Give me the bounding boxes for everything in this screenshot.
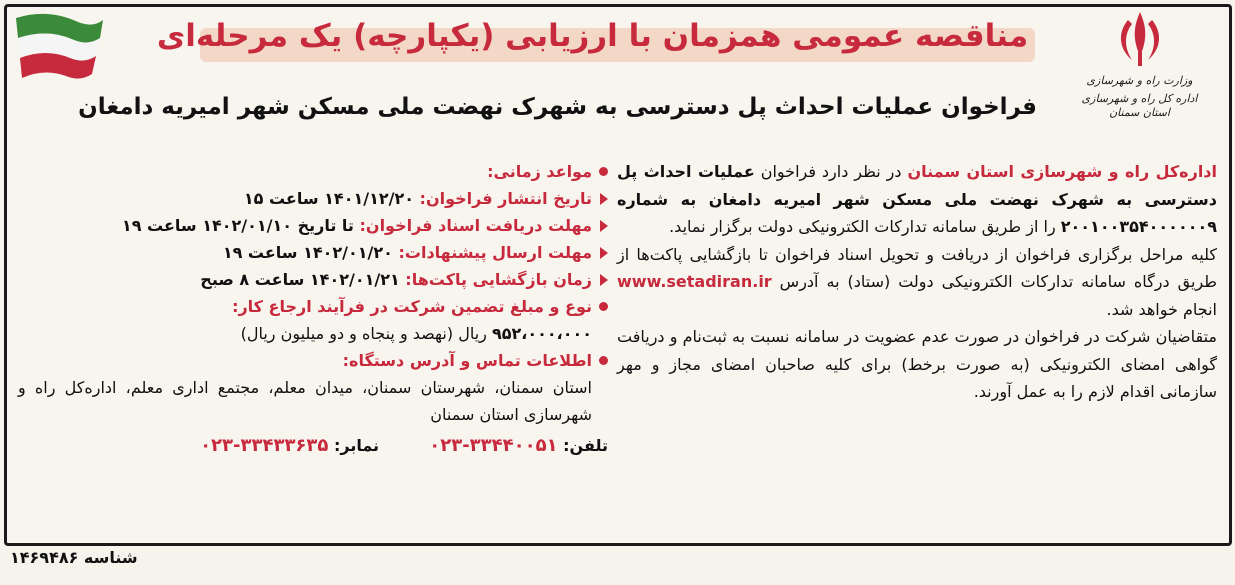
- process-end: انجام خواهد شد.: [1106, 299, 1217, 319]
- sub-title: فراخوان عملیات احداث پل دسترسی به شهرک نهضت ملی مسکن شهر امیریه دامغان: [78, 94, 1037, 120]
- intro-end: را از طریق سامانه تدارکات الکترونیکی دولت برگزار نماید.: [669, 217, 1061, 236]
- docs-deadline-value: تا تاریخ ۱۴۰۲/۰۱/۱۰ ساعت ۱۹: [121, 216, 360, 235]
- arrow-icon: [600, 247, 608, 259]
- guarantee-heading-row: [18, 293, 608, 320]
- main-title: مناقصه عمومی همزمان با ارزیابی (یکپارچه) یک مرحله‌ای: [156, 18, 1029, 54]
- iran-flag-icon: [8, 8, 108, 88]
- schedule-heading-row: [18, 158, 608, 185]
- guarantee-amount-text: ریال (نهصد و پنجاه و دو میلیون ریال): [240, 324, 492, 343]
- intro-paragraph: [617, 158, 1217, 241]
- opening-date-label: زمان بازگشایی پاکت‌ها:: [405, 270, 592, 289]
- phone-number: ۰۲۳-۳۳۴۴۰۰۵۱: [429, 435, 558, 456]
- notice-id: شناسه ۱۴۶۹۴۸۶: [10, 548, 138, 567]
- bullet-icon: [599, 356, 608, 365]
- applicants-paragraph: متقاضیان شرکت در فراخوان در صورت عدم عضویت در سامانه نسبت به ثبت‌نام و دریافت گواهی امضای الکترونیکی (به صورت برخط) برای کلیه صاحبان امضای مجاز و مهر سازمانی اقدام لازم را به عمل آورند.: [617, 327, 1217, 401]
- process-text: کلیه مراحل برگزاری فراخوان از دریافت و تحویل اسناد فراخوان تا بازگشایی پاکت‌ها از طریق درگاه سامانه تدارکات الکترونیکی دولت (ستاد) به آدرس: [617, 244, 1217, 291]
- bullet-icon: [599, 302, 608, 311]
- bids-deadline-row: [18, 239, 608, 266]
- guarantee-amount-row: [18, 320, 608, 347]
- bids-deadline-label: مهلت ارسال پیشنهادات:: [398, 243, 592, 262]
- details-column: [18, 158, 608, 459]
- fax-number: ۰۲۳-۳۳۴۳۳۶۳۵: [200, 435, 329, 456]
- bullet-icon: [599, 167, 608, 176]
- contact-address: استان سمنان، شهرستان سمنان، میدان معلم، مجتمع اداری معلم، اداره‌کل راه و شهرسازی استان سمنان: [18, 378, 592, 424]
- docs-deadline-label: مهلت دریافت اسناد فراخوان:: [359, 216, 592, 235]
- guarantee-heading: نوع و مبلغ تضمین شرکت در فرآیند ارجاع کار:: [232, 297, 592, 316]
- publish-date-value: ۱۴۰۱/۱۲/۲۰ ساعت ۱۵: [243, 189, 420, 208]
- phones-row: [18, 432, 608, 459]
- setad-website-link[interactable]: www.setadiran.ir: [617, 272, 772, 291]
- ministry-line-2: اداره کل راه و شهرسازی استان سمنان: [1081, 91, 1198, 119]
- contact-heading-row: [18, 347, 608, 374]
- bids-deadline-value: ۱۴۰۲/۰۱/۲۰ ساعت ۱۹: [222, 243, 399, 262]
- arrow-icon: [600, 220, 608, 232]
- arrow-icon: [600, 274, 608, 286]
- docs-deadline-row: [18, 212, 608, 239]
- intro-mid: در نظر دارد فراخوان: [760, 162, 908, 181]
- fax-label: نمابر:: [328, 436, 380, 455]
- process-paragraph: [617, 241, 1217, 324]
- org-name: اداره‌کل راه و شهرسازی استان سمنان: [907, 162, 1218, 181]
- ministry-logo: [1072, 8, 1207, 119]
- publish-date-row: [18, 185, 608, 212]
- publish-date-label: تاریخ انتشار فراخوان:: [419, 189, 592, 208]
- arrow-icon: [600, 193, 608, 205]
- tender-subject: عملیات احداث پل دسترسی به شهرک نهضت ملی مسکن شهر امیریه دامغان به شماره ۲۰۰۱۰۰۳۵۴۰۰۰۰۰۰۹: [617, 162, 1217, 236]
- iran-emblem-icon: [1110, 8, 1170, 70]
- notice-body: [617, 158, 1217, 406]
- contact-heading: اطلاعات تماس و آدرس دستگاه:: [342, 351, 592, 370]
- opening-date-value: ۱۴۰۲/۰۱/۲۱ ساعت ۸ صبح: [200, 270, 406, 289]
- guarantee-amount: ۹۵۲،۰۰۰،۰۰۰: [491, 324, 592, 343]
- phone-label: تلفن:: [557, 436, 608, 455]
- schedule-heading: مواعد زمانی:: [487, 162, 592, 181]
- ministry-line-1: وزارت راه و شهرسازی: [1086, 74, 1193, 87]
- opening-date-row: [18, 266, 608, 293]
